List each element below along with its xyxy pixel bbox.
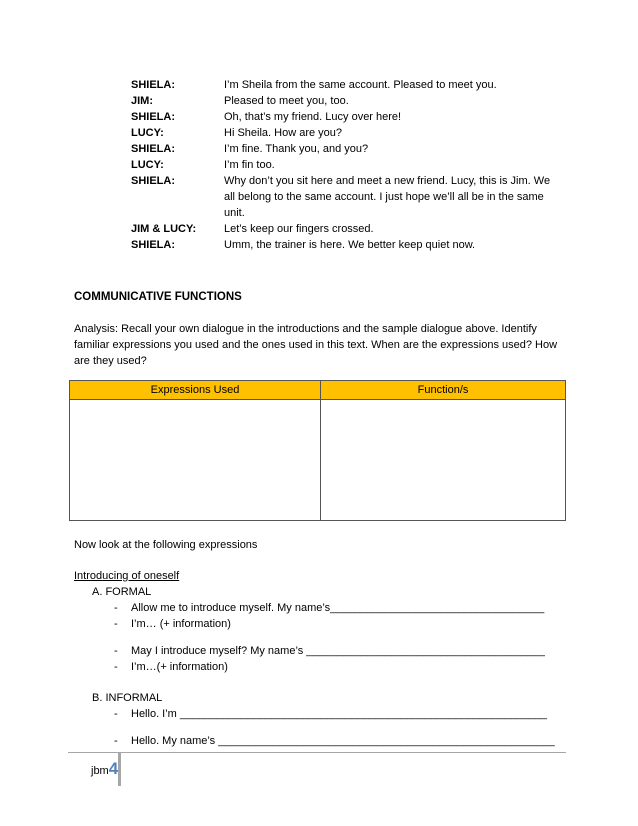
dialogue-speaker: JIM & LUCY: <box>131 223 197 235</box>
dash-bullet: - <box>114 661 118 673</box>
expressions-intro: Now look at the following expressions <box>74 539 258 551</box>
column-header-expressions: Expressions Used <box>70 381 321 399</box>
dash-bullet: - <box>114 602 118 614</box>
dialogue-line: Umm, the trainer is here. We better keep quiet now. <box>224 239 476 251</box>
table-header-row <box>70 381 565 400</box>
dialogue-row <box>131 173 571 221</box>
dialogue-line: I’m fin too. <box>224 159 275 171</box>
dialogue-line: Pleased to meet you, too. <box>224 95 349 107</box>
formal-item <box>114 618 231 630</box>
informal-item-text: Hello. I’m ____________________________________________________________ <box>131 708 547 720</box>
formal-item-text: I’m… (+ information) <box>131 618 231 630</box>
dialogue-line: Why don’t you sit here and meet a new friend. Lucy, this is Jim. We all belong to the same account. I just hope we’ll all be in the same unit. <box>224 175 551 219</box>
dialogue-row <box>131 93 571 109</box>
dialogue-row <box>131 237 571 253</box>
formal-item-text: May I introduce myself? My name’s _______________________________________ <box>131 645 545 657</box>
dialogue-row <box>131 77 571 93</box>
footer-prefix: jbm <box>91 765 109 777</box>
table-body-row <box>70 400 565 521</box>
dialogue-speaker: SHIELA: <box>131 111 175 123</box>
informal-item <box>114 735 555 747</box>
dialogue-speaker: SHIELA: <box>131 143 175 155</box>
column-header-functions: Function/s <box>417 384 469 396</box>
dialogue-row <box>131 157 571 173</box>
functions-answer-cell[interactable] <box>321 400 565 521</box>
footer-divider <box>68 752 566 753</box>
dash-bullet: - <box>114 645 118 657</box>
informal-item <box>114 708 547 720</box>
informal-label: B. INFORMAL <box>92 692 163 704</box>
dialogue-speaker: LUCY: <box>131 159 164 171</box>
dialogue-line: I’m fine. Thank you, and you? <box>224 143 369 155</box>
dialogue-row <box>131 125 571 141</box>
dialogue-line: I’m Sheila from the same account. Pleased to meet you. <box>224 79 497 91</box>
informal-item-text: Hello. My name’s _______________________________________________________ <box>131 735 555 747</box>
analysis-paragraph: Analysis: Recall your own dialogue in the introductions and the sample dialogue above. Identify familiar expressions you used and the ones used in this text. When are the expressions used? How are they used? <box>74 323 558 367</box>
page-footer <box>91 759 118 779</box>
introducing-subheading: Introducing of oneself <box>74 570 180 582</box>
formal-item <box>114 661 228 673</box>
dash-bullet: - <box>114 618 118 630</box>
dialogue-row <box>131 109 571 125</box>
formal-item <box>114 602 544 614</box>
dialogue-row <box>131 141 571 157</box>
expressions-table <box>69 380 566 521</box>
dash-bullet: - <box>114 708 118 720</box>
dialogue-line: Oh, that’s my friend. Lucy over here! <box>224 111 402 123</box>
dialogue-row <box>131 221 571 237</box>
formal-item-text: Allow me to introduce myself. My name’s___________________________________ <box>131 602 545 614</box>
dialogue-speaker: SHIELA: <box>131 239 175 251</box>
dialogue-speaker: LUCY: <box>131 127 164 139</box>
dialogue-speaker: SHIELA: <box>131 79 175 91</box>
dialogue-speaker: SHIELA: <box>131 175 175 187</box>
formal-item-text: I’m…(+ information) <box>131 661 228 673</box>
page-number: 4 <box>108 759 119 778</box>
dialogue-line: Hi Sheila. How are you? <box>224 127 343 139</box>
dialogue-line: Let’s keep our fingers crossed. <box>224 223 374 235</box>
footer-vertical-bar <box>118 752 121 786</box>
sample-dialogue <box>131 77 571 253</box>
formal-item <box>114 645 545 657</box>
section-heading: COMMUNICATIVE FUNCTIONS <box>74 291 242 303</box>
dash-bullet: - <box>114 735 118 747</box>
formal-label: A. FORMAL <box>92 586 152 598</box>
expressions-answer-cell[interactable] <box>70 400 321 521</box>
dialogue-speaker: JIM: <box>131 95 153 107</box>
